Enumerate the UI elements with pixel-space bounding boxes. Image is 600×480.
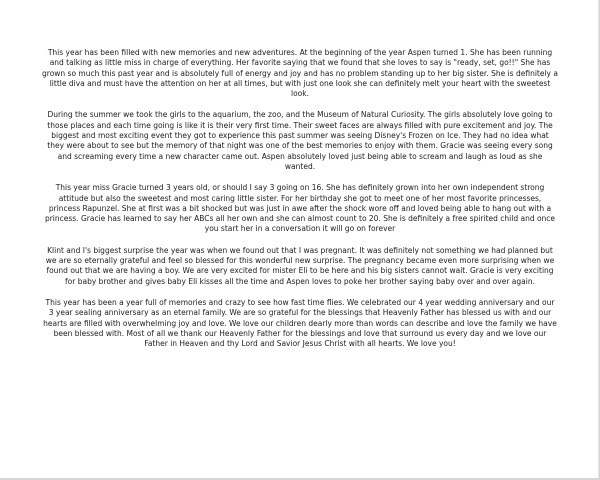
- paragraph-pregnancy: Klint and I's biggest surprise the year was when we found out that I was pregnant. It was definitely not something we had planned but we are so eternally grateful and feel so blessed for this wonderful new surprise. The pregnancy became even more surprising when we found out that we are having a boy. We are very excited for mister Eli to be here and his big sisters cannot wait. Gracie is very exciting for baby brother and gives baby Eli kisses all the time and Aspen loves to poke her brother saying baby over and over again.: [45, 245, 555, 286]
- paragraph-summer: During the summer we took the girls to the aquarium, the zoo, and the Museum of Natural Curiosity. The girls absolutely love going to those places and each time going is like it is their very first time. Their sweet faces are always filled with pure excitement and joy. The biggest and most exciting event they got to experience this past summer was seeing Disney's Frozen on Ice. They had no idea what they were about to see but the memory of that night was one of the best memories to enjoy with them. Gracie was seeing every song and screaming every time a new character came out. Aspen absolutely loved just being able to scream and laugh as loud as she wanted.: [47, 110, 553, 171]
- paragraph-gracie: This year miss Gracie turned 3 years old, or should I say 3 going on 16. She has definitely grown into her own independent strong attitude but also the sweetest and most caring little sister. For her birthday she got to meet one of her most favorite princesses, princess Rapunzel. She at first was a bit shocked but was just in awe after the shock wore off and loved being able to hang out with a princess. Gracie has learned to say her ABCs all her own and she can almost count to 20. She is definitely a free spirited child and once you start her in a conversation it will go on forever: [44, 183, 556, 234]
- letter-body: [42, 48, 558, 360]
- paragraph-closing: This year has been a year full of memories and crazy to see how fast time flies. We celebrated our 4 year wedding anniversary and our 3 year sealing anniversary as an eternal family. We are so grateful for the blessings that Heavenly Father has blessed us with and our hearts are filled with overwhelming joy and love. We love our children dearly more than words can describe and love the family we have been blessed with. Most of all we thank our Heavenly Father for the blessings and love that surround us every day and we love our Father in Heaven and thy Lord and Savior Jesus Christ with all hearts. We love you!: [43, 297, 557, 349]
- paragraph-aspen: This year has been filled with new memories and new adventures. At the beginning of the year Aspen turned 1. She has been running and talking as little miss in charge of everything. Her favorite saying that we found that she loves to say is "ready, set, go!!" She has grown so much this past year and is absolutely full of energy and joy and has no problem standing up to her big sister. She is definitely a little diva and must have the attention on her at all times, but with just one look she can definitely melt your heart with the sweetest look.: [42, 48, 558, 99]
